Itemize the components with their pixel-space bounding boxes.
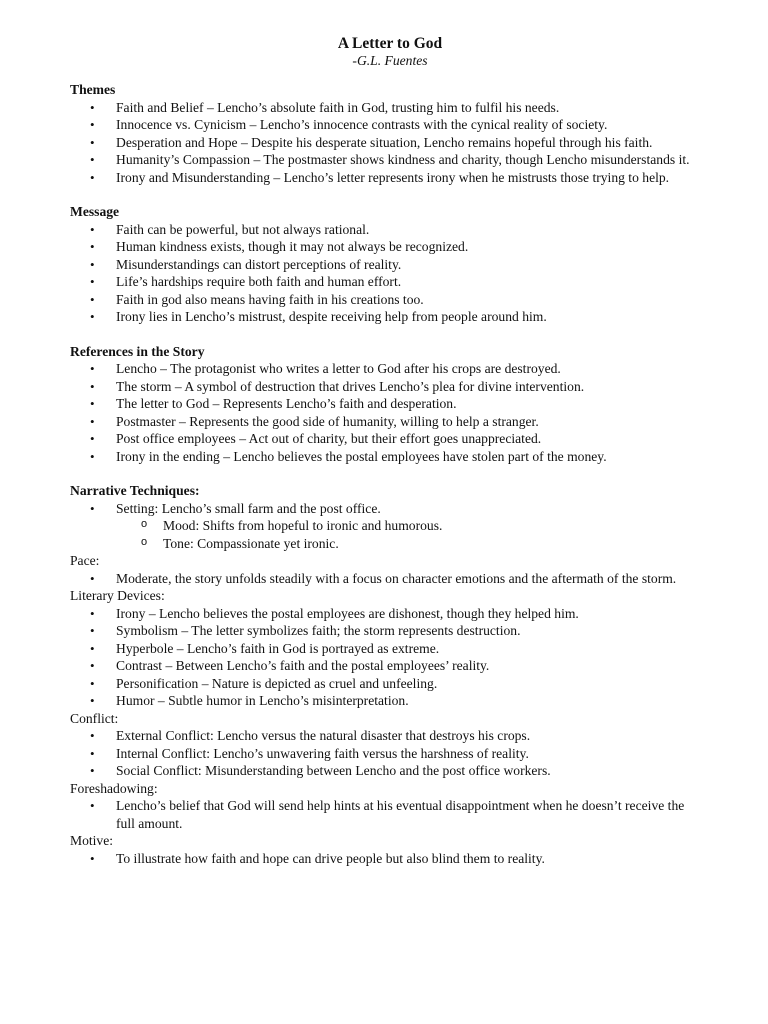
sub-list-item: o Mood: Shifts from hopeful to ironic and humorous. <box>70 517 710 535</box>
list-item: • Social Conflict: Misunderstanding between Lencho and the post office workers. <box>70 762 710 780</box>
list-item: • External Conflict: Lencho versus the natural disaster that destroys his crops. <box>70 727 710 745</box>
setting-text: Setting: Lencho’s small farm and the post office. <box>116 500 381 516</box>
list-item: • Innocence vs. Cynicism – Lencho’s innocence contrasts with the cynical reality of society. <box>70 116 710 134</box>
document-page <box>70 34 710 867</box>
conflict-list <box>70 727 710 780</box>
list-item: • Humanity’s Compassion – The postmaster shows kindness and charity, though Lencho misunderstands it. <box>70 151 710 169</box>
message-heading: Message <box>70 204 120 219</box>
list-item: • Hyperbole – Lencho’s faith in God is portrayed as extreme. <box>70 640 710 658</box>
themes-heading: Themes <box>70 82 116 97</box>
list-item: • Contrast – Between Lencho’s faith and the postal employees’ reality. <box>70 657 710 675</box>
document-title: A Letter to God <box>337 35 443 52</box>
list-item: • Personification – Nature is depicted as cruel and unfeeling. <box>70 675 710 693</box>
list-item: • Misunderstandings can distort perceptions of reality. <box>70 256 710 274</box>
references-heading: References in the Story <box>70 343 205 359</box>
list-item: • Internal Conflict: Lencho’s unwavering faith versus the harshness of reality. <box>70 745 710 763</box>
pace-heading: Pace: <box>70 553 100 568</box>
list-item: • Lencho – The protagonist who writes a letter to God after his crops are destroyed. <box>70 360 710 378</box>
list-item: • Human kindness exists, though it may not always be recognized. <box>70 238 710 256</box>
list-item: • Symbolism – The letter symbolizes faith; the storm represents destruction. <box>70 622 710 640</box>
list-item: • Moderate, the story unfolds steadily with a focus on character emotions and the aftermath of the storm. <box>70 570 710 588</box>
list-item: • Irony in the ending – Lencho believes the postal employees have stolen part of the money. <box>70 448 710 466</box>
literary-devices-list <box>70 605 710 710</box>
message-list <box>70 221 710 326</box>
list-item: • The storm – A symbol of destruction that drives Lencho’s plea for divine intervention. <box>70 378 710 396</box>
setting-list <box>70 500 710 518</box>
list-item: • The letter to God – Represents Lencho’s faith and desperation. <box>70 395 710 413</box>
sub-list-item: o Tone: Compassionate yet ironic. <box>70 535 710 553</box>
list-item: • Irony lies in Lencho’s mistrust, despite receiving help from people around him. <box>70 308 710 326</box>
foreshadowing-heading: Foreshadowing: <box>70 780 158 796</box>
pace-list <box>70 570 710 588</box>
list-item: • Irony and Misunderstanding – Lencho’s letter represents irony when he mistrusts those trying to help. <box>70 169 710 187</box>
list-item: • Postmaster – Represents the good side of humanity, willing to help a stranger. <box>70 413 710 431</box>
list-item: • Faith can be powerful, but not always rational. <box>70 221 710 239</box>
motive-heading: Motive: <box>70 833 114 848</box>
list-item: • Humor – Subtle humor in Lencho’s misinterpretation. <box>70 692 710 710</box>
foreshadowing-list <box>70 797 710 832</box>
list-item: • Life’s hardships require both faith and human effort. <box>70 273 710 291</box>
list-item: • Post office employees – Act out of charity, but their effort goes unappreciated. <box>70 430 710 448</box>
conflict-heading: Conflict: <box>70 710 119 726</box>
list-item: • Lencho’s belief that God will send help hints at his eventual disappointment when he doesn’t receive the full amount. <box>70 797 710 832</box>
literary-devices-heading: Literary Devices: <box>70 588 165 603</box>
references-list <box>70 360 710 465</box>
list-item: • Faith and Belief – Lencho’s absolute faith in God, trusting him to fulfil his needs. <box>70 99 710 117</box>
document-author: -G.L. Fuentes <box>352 53 428 68</box>
motive-list <box>70 850 710 868</box>
narrative-heading: Narrative Techniques: <box>70 483 200 498</box>
themes-list <box>70 99 710 187</box>
list-item: • Irony – Lencho believes the postal employees are dishonest, though they helped him. <box>70 605 710 623</box>
setting-sub-list <box>70 517 710 552</box>
setting-item <box>70 500 710 518</box>
list-item: • To illustrate how faith and hope can drive people but also blind them to reality. <box>70 850 710 868</box>
list-item: • Faith in god also means having faith in his creations too. <box>70 291 710 309</box>
list-item: • Desperation and Hope – Despite his desperate situation, Lencho remains hopeful through his faith. <box>70 134 710 152</box>
